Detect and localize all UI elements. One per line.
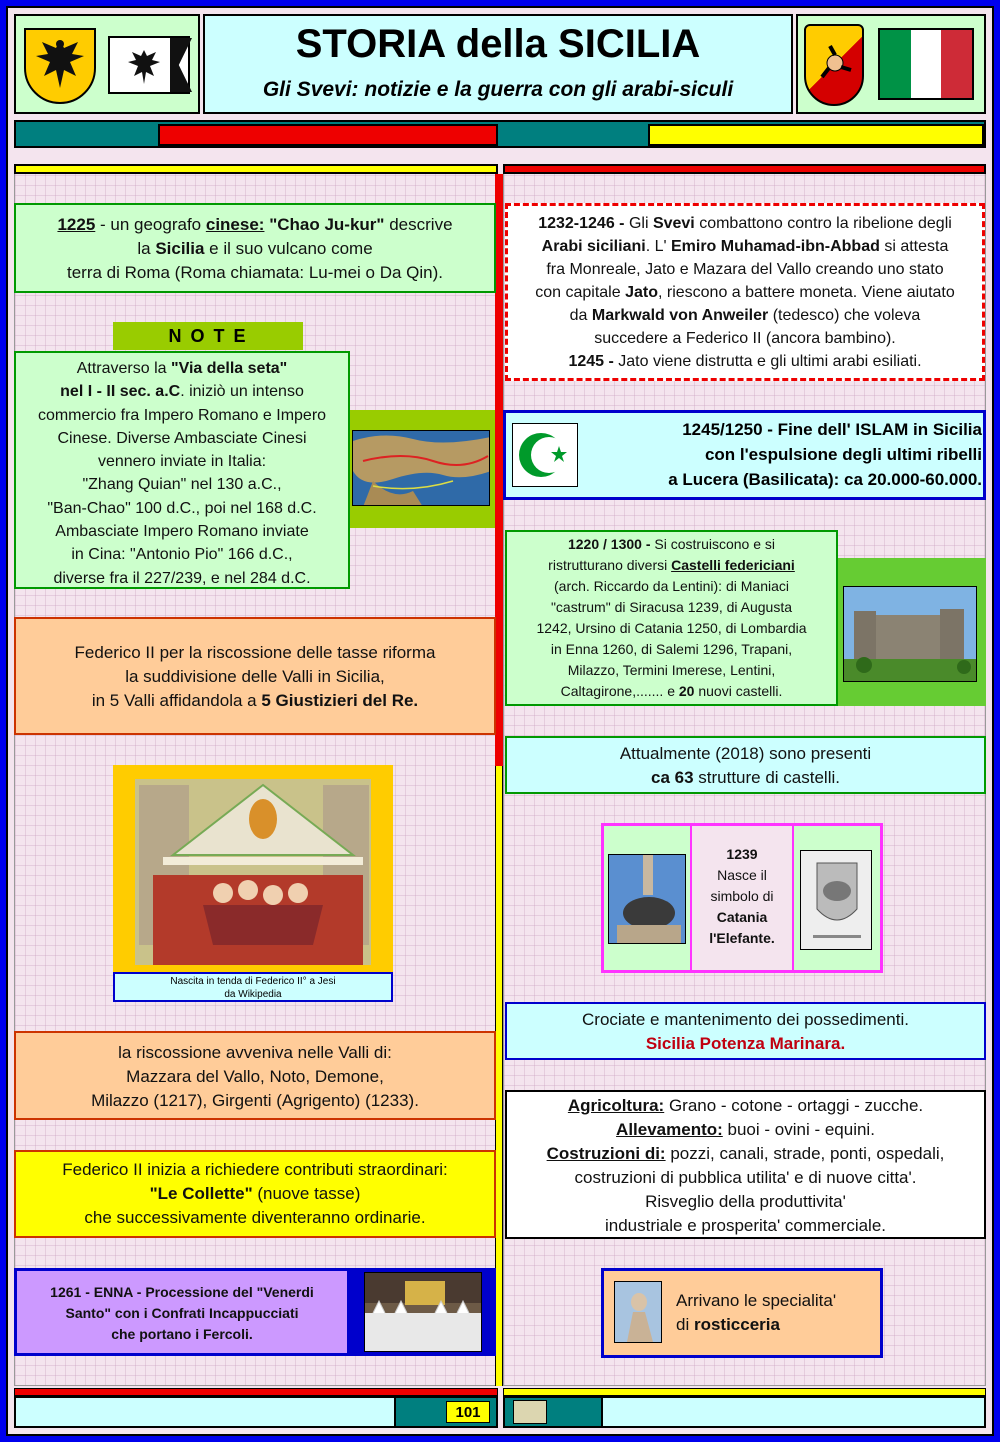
castello-ursino-photo — [843, 586, 977, 682]
box-attualmente-castelli: Attualmente (2018) sono presenti ca 63 strutture di castelli. — [505, 736, 986, 794]
mini-map-icon — [513, 1400, 547, 1424]
note-silk-road-box: Attraverso la "Via della seta" nel I - II sec. a.C. iniziò un intenso commercio fra Impero Romano e Impero Cinese. Diverse Ambasciate Cinesi vennero inviate in Italia: "Zhang Quian" nel 130 a.C., "Ban-Chao" 100 d.C., poi nel 168 d.C. Ambasciate Impero Romano inviate in Cina: "Antonio Pio" 166 d.C., diverse fra il 227/239, e nel 284 d.C. — [14, 351, 350, 589]
box-arabi-siciliani: 1232-1246 - Gli Svevi combattono contro la ribelione degli Arabi siciliani. L' Emiro Muhamad-ibn-Abbad si attesta fra Monreale, Jato e Mazara del Vallo creando uno stato con capitale Jato, riescono a battere moneta. Viene aiutato da Markwald von Anweiler (tedesco) che voleva succedere a Federico II (ancora bambino). 1245 - Jato viene distrutta e gli ultimi arabi esiliati. — [505, 203, 985, 381]
footer-right — [503, 1396, 986, 1428]
box-federico-valli: Federico II per la riscossione delle tasse riforma la suddivisione delle Valli in Sicilia, in 5 Valli affidandola a 5 Giustizieri del Re. — [14, 617, 496, 735]
footer-right-bar — [503, 1388, 986, 1396]
title-panel — [203, 14, 793, 114]
footer-left — [14, 1396, 498, 1428]
right-top-bar — [503, 164, 986, 174]
statuette-photo — [614, 1281, 662, 1343]
note-label: N O T E — [113, 322, 303, 350]
elephant-fountain-photo — [608, 854, 686, 944]
box-rosticceria — [601, 1268, 883, 1358]
left-top-bar — [14, 164, 498, 174]
silk-road-map-image — [352, 430, 490, 506]
center-divider-red — [495, 174, 503, 766]
box-enna-processione: 1261 - ENNA - Processione del "Venerdi Santo" con i Confrati Incappucciati che portano i Fercoli. — [14, 1268, 350, 1356]
italian-flag-icon — [878, 28, 974, 100]
rosticceria-text: Arrivano le specialita' di rosticceria — [676, 1291, 837, 1334]
image-caption: Nascita in tenda di Federico II° a Jesi da Wikipedia — [113, 972, 393, 1002]
elefante-text: 1239 Nasce il simbolo di Catania l'Elefante. — [692, 826, 792, 970]
box-castelli-federiciani: 1220 / 1300 - Si costruiscono e si ristrutturano diversi Castelli federiciani (arch. Riccardo da Lentini): di Maniaci "castrum" di Siracusa 1239, di Augusta 1242, Ursino di Catania 1250, di Lombardia in Enna 1260, di Salemi 1296, Trapani, Milazzo, Termini Imerese, Lentini, Caltagirone,....... e 20 nuovi castelli. — [505, 530, 838, 706]
box-le-collette: Federico II inizia a richiedere contributi straordinari: "Le Collette" (nuove tasse) che successivamente diventeranno ordinarie. — [14, 1150, 496, 1238]
crescent-star-icon — [512, 423, 578, 487]
page-subtitle: Gli Svevi: notizie e la guerra con gli arabi-siculi — [262, 78, 734, 101]
islam-line-2: con l'espulsione degli ultimi ribelli — [704, 445, 982, 464]
footer-left-bar — [14, 1388, 498, 1396]
header-color-bar — [14, 120, 986, 148]
swabian-eagle-shield-icon — [24, 28, 96, 104]
box-1225-geographer: 1225 - un geografo cinese: "Chao Ju-kur" descrive la Sicilia e il suo vulcano come terra di Roma (Roma chiamata: Lu-mei o Da Qin). — [14, 203, 496, 293]
header-right-emblems — [796, 14, 986, 114]
box-agricoltura: Agricoltura: Grano - cotone - ortaggi - zucche. Allevamento: buoi - ovini - equini. Costruzioni di: pozzi, canali, strade, ponti, ospedali, costruzioni di pubblica utilita' e di nuove citta'. Risveglio della produttivita' industriale e prosperita' commerciale. — [505, 1090, 986, 1239]
page-number: 101 — [446, 1401, 490, 1423]
catania-coat-of-arms-frame — [794, 826, 880, 970]
box-crociate: Crociate e mantenimento dei possedimenti. Sicilia Potenza Marinara. — [505, 1002, 986, 1060]
enna-procession-photo — [364, 1272, 482, 1352]
islam-line-3: a Lucera (Basilicata): ca 20.000-60.000. — [668, 470, 982, 489]
swabian-eagle-flag-icon — [108, 36, 190, 94]
trinacria-shield-icon — [804, 24, 864, 106]
catania-coat-of-arms-image — [800, 850, 872, 950]
header-left-emblems — [14, 14, 200, 114]
birth-in-tent-painting — [113, 765, 393, 973]
elefante-panel — [601, 823, 883, 973]
box-riscossione-valli: la riscossione avveniva nelle Valli di: Mazzara del Vallo, Noto, Demone, Milazzo (1217), Girgenti (Agrigento) (1233). — [14, 1031, 496, 1120]
center-divider-yellow — [495, 766, 503, 1386]
islam-line-1: 1245/1250 - Fine dell' ISLAM in Sicilia — [682, 420, 982, 439]
page-title: STORIA della SICILIA — [295, 22, 701, 66]
elephant-fountain-photo-frame — [604, 826, 690, 970]
box-fine-islam — [503, 410, 986, 500]
